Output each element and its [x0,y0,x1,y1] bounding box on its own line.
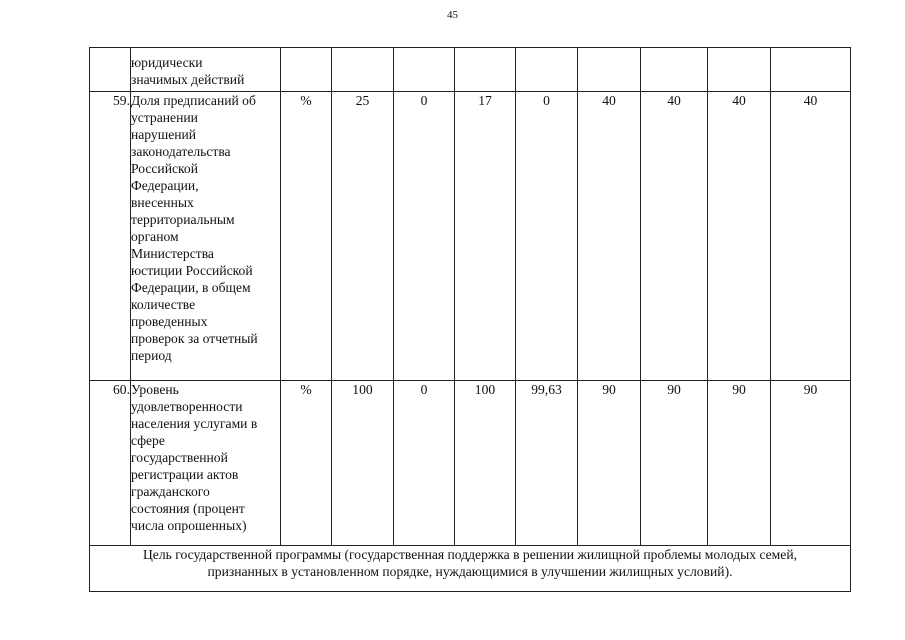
value-cell [516,48,578,92]
value-cell [708,48,771,92]
value-cell [332,48,394,92]
value-cell: 40 [708,92,771,381]
value-cell: 90 [641,381,708,546]
row-index: 60. [90,381,131,546]
value-cell: 90 [771,381,851,546]
value-cell: 40 [771,92,851,381]
program-goal-text [90,546,851,592]
unit-cell [281,48,332,92]
value-cell [771,48,851,92]
value-cell: 0 [394,92,455,381]
value-cell: 100 [455,381,516,546]
value-cell [455,48,516,92]
value-cell: 99,63 [516,381,578,546]
table-row [90,546,851,592]
row-index [90,48,131,92]
indicator-name: юридически значимых действий [131,48,281,92]
indicators-table [89,47,851,592]
value-cell [578,48,641,92]
row-index: 59. [90,92,131,381]
value-cell: 0 [516,92,578,381]
value-cell [641,48,708,92]
indicator-name: Уровень удовлетворенности населения услугами в сфере государственной регистрации актов гражданского состояния (процент числа опрошенных) [131,381,281,546]
value-cell: 40 [578,92,641,381]
program-goal-label: Цель государственной программы (государственная поддержка в решении жилищной проблемы молодых семей, признанных в установленном порядке, нуждающимися в улучшении жилищных условий). [142,547,797,579]
value-cell: 90 [578,381,641,546]
indicator-name: Доля предписаний об устранении нарушений законодательства Российской Федерации, внесенных территориальным органом Министерства юстиции Российской Федерации, в общем количестве проведенных проверок за отчетный период [131,92,281,381]
table-row [90,381,851,546]
value-cell: 0 [394,381,455,546]
unit-cell: % [281,92,332,381]
table-row [90,48,851,92]
value-cell: 17 [455,92,516,381]
value-cell: 100 [332,381,394,546]
value-cell [394,48,455,92]
unit-cell: % [281,381,332,546]
value-cell: 25 [332,92,394,381]
value-cell: 40 [641,92,708,381]
value-cell: 90 [708,381,771,546]
page-number: 45 [447,9,458,21]
table-row [90,92,851,381]
